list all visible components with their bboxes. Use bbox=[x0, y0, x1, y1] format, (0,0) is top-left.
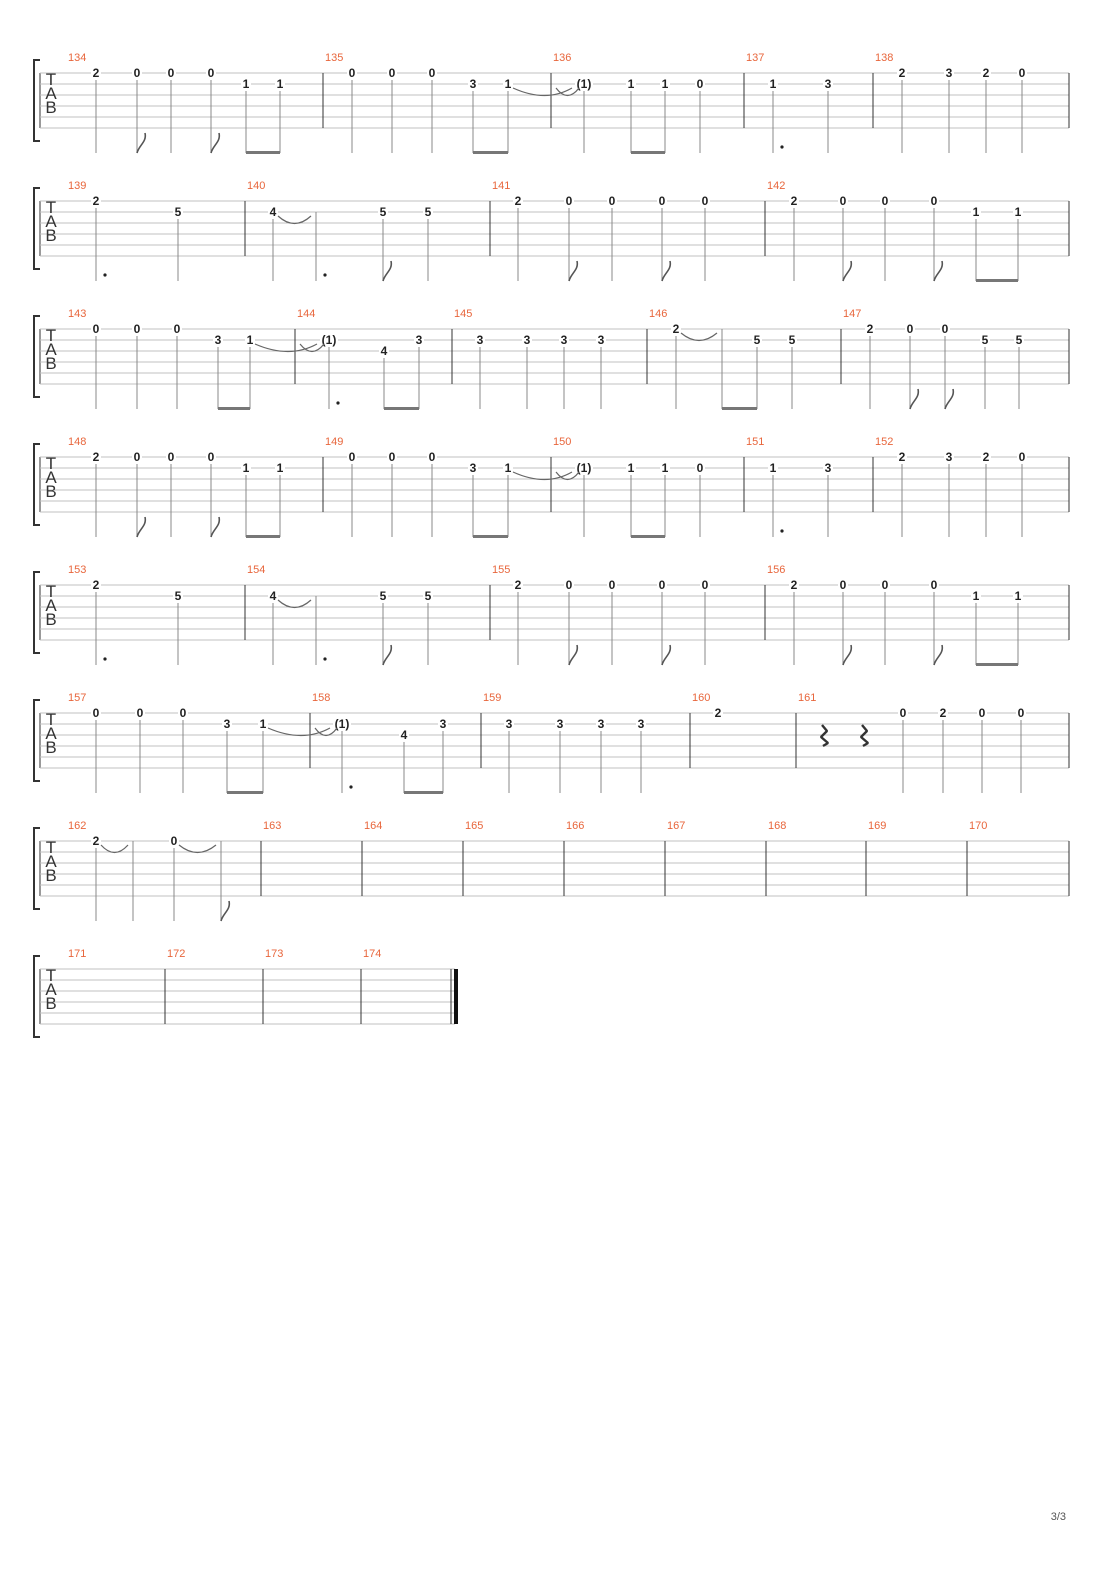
fret-number: 0 bbox=[906, 322, 914, 336]
tie-arc bbox=[278, 216, 311, 224]
tab-clef-letter: B bbox=[45, 738, 57, 757]
fret-number: 0 bbox=[978, 706, 986, 720]
system-bracket bbox=[34, 60, 40, 141]
fret-number: 5 bbox=[174, 589, 182, 603]
measure-number: 139 bbox=[68, 180, 87, 192]
fret-number: (1) bbox=[576, 77, 592, 91]
fret-number: 0 bbox=[1018, 66, 1026, 80]
fret-number: 5 bbox=[379, 589, 387, 603]
fret-number: 1 bbox=[627, 77, 635, 91]
eighth-beam bbox=[384, 407, 419, 410]
fret-number: 4 bbox=[269, 589, 277, 603]
tab-clef-letter: T bbox=[45, 838, 57, 857]
eighth-flag bbox=[569, 645, 577, 665]
fret-number: 1 bbox=[769, 77, 777, 91]
eighth-flag bbox=[221, 901, 229, 921]
system-bracket bbox=[34, 572, 40, 653]
fret-number: 1 bbox=[504, 461, 512, 475]
fret-number: 1 bbox=[242, 77, 250, 91]
fret-number: 2 bbox=[790, 578, 798, 592]
measure-number: 158 bbox=[312, 692, 331, 704]
fret-number: 3 bbox=[597, 333, 605, 347]
measure-number: 154 bbox=[247, 564, 266, 576]
fret-number: (1) bbox=[321, 333, 337, 347]
eighth-flag bbox=[843, 261, 851, 281]
fret-number: 2 bbox=[939, 706, 947, 720]
measure-number: 156 bbox=[767, 564, 786, 576]
fret-number: 3 bbox=[476, 333, 484, 347]
fret-number: 3 bbox=[469, 461, 477, 475]
tab-clef-letter: A bbox=[45, 468, 57, 487]
tab-clef-letter: A bbox=[45, 852, 57, 871]
fret-number: 0 bbox=[881, 578, 889, 592]
measure-number: 164 bbox=[364, 820, 383, 832]
tab-clef-letter: B bbox=[45, 226, 57, 245]
tab-clef-letter: A bbox=[45, 596, 57, 615]
fret-number: 0 bbox=[701, 194, 709, 208]
tab-clef-letter: A bbox=[45, 724, 57, 743]
fret-number: 0 bbox=[899, 706, 907, 720]
fret-number: 0 bbox=[658, 194, 666, 208]
eighth-beam bbox=[473, 535, 508, 538]
fret-number: 5 bbox=[424, 589, 432, 603]
tab-clef-letter: B bbox=[45, 98, 57, 117]
fret-number: 5 bbox=[788, 333, 796, 347]
final-bar-thick bbox=[454, 969, 458, 1024]
measure-number: 173 bbox=[265, 948, 284, 960]
tab-clef-letter: T bbox=[45, 582, 57, 601]
tab-clef-letter: B bbox=[45, 994, 57, 1013]
eighth-flag bbox=[137, 133, 145, 153]
system-bracket bbox=[34, 188, 40, 269]
fret-number: 0 bbox=[133, 66, 141, 80]
tie-arc bbox=[681, 333, 717, 341]
fret-number: 3 bbox=[824, 77, 832, 91]
eighth-flag bbox=[383, 645, 391, 665]
fret-number: 0 bbox=[133, 450, 141, 464]
fret-number: 1 bbox=[972, 589, 980, 603]
fret-number: 2 bbox=[898, 66, 906, 80]
tab-clef-letter: A bbox=[45, 212, 57, 231]
fret-number: 5 bbox=[174, 205, 182, 219]
fret-number: 3 bbox=[637, 717, 645, 731]
eighth-flag bbox=[383, 261, 391, 281]
fret-number: 1 bbox=[769, 461, 777, 475]
eighth-beam bbox=[246, 535, 280, 538]
fret-number: 2 bbox=[898, 450, 906, 464]
fret-number: 2 bbox=[514, 194, 522, 208]
system-bracket bbox=[34, 316, 40, 397]
fret-number: 0 bbox=[839, 578, 847, 592]
fret-number: 1 bbox=[1014, 205, 1022, 219]
fret-number: 1 bbox=[242, 461, 250, 475]
rhythm-dot bbox=[349, 785, 352, 788]
fret-number: 0 bbox=[348, 66, 356, 80]
tab-clef-letter: A bbox=[45, 340, 57, 359]
measure-number: 142 bbox=[767, 180, 786, 192]
eighth-beam bbox=[722, 407, 757, 410]
fret-number: 2 bbox=[790, 194, 798, 208]
measure-number: 137 bbox=[746, 52, 765, 64]
fret-number: 0 bbox=[388, 66, 396, 80]
fret-number: 3 bbox=[214, 333, 222, 347]
fret-number: 0 bbox=[696, 461, 704, 475]
measure-number: 169 bbox=[868, 820, 887, 832]
rhythm-dot bbox=[323, 273, 326, 276]
measure-number: 150 bbox=[553, 436, 572, 448]
page-number: 3/3 bbox=[1050, 1511, 1066, 1523]
fret-number: 2 bbox=[92, 194, 100, 208]
tab-clef-letter: B bbox=[45, 866, 57, 885]
fret-number: 5 bbox=[379, 205, 387, 219]
measure-number: 168 bbox=[768, 820, 787, 832]
fret-number: 3 bbox=[223, 717, 231, 731]
fret-number: 0 bbox=[167, 450, 175, 464]
measure-number: 163 bbox=[263, 820, 282, 832]
eighth-flag bbox=[843, 645, 851, 665]
measure-number: 155 bbox=[492, 564, 511, 576]
eighth-beam bbox=[404, 791, 443, 794]
measure-number: 143 bbox=[68, 308, 87, 320]
tab-clef-letter: A bbox=[45, 980, 57, 999]
fret-number: 1 bbox=[972, 205, 980, 219]
fret-number: 1 bbox=[661, 461, 669, 475]
measure-number: 134 bbox=[68, 52, 87, 64]
fret-number: 0 bbox=[388, 450, 396, 464]
fret-number: 0 bbox=[348, 450, 356, 464]
tie-arc bbox=[101, 845, 128, 853]
fret-number: 0 bbox=[696, 77, 704, 91]
rhythm-dot bbox=[780, 145, 783, 148]
measure-number: 135 bbox=[325, 52, 344, 64]
tab-clef-letter: B bbox=[45, 610, 57, 629]
fret-number: 3 bbox=[415, 333, 423, 347]
system-bracket bbox=[34, 956, 40, 1037]
fret-number: 0 bbox=[608, 578, 616, 592]
tab-clef-letter: T bbox=[45, 326, 57, 345]
measure-number: 165 bbox=[465, 820, 484, 832]
eighth-beam bbox=[976, 279, 1018, 282]
fret-number: 1 bbox=[627, 461, 635, 475]
fret-number: 0 bbox=[92, 322, 100, 336]
tab-clef-letter: B bbox=[45, 354, 57, 373]
measure-number: 146 bbox=[649, 308, 668, 320]
fret-number: 4 bbox=[400, 728, 408, 742]
fret-number: (1) bbox=[334, 717, 350, 731]
measure-number: 151 bbox=[746, 436, 765, 448]
eighth-flag bbox=[934, 261, 942, 281]
tab-clef-letter: B bbox=[45, 482, 57, 501]
fret-number: 2 bbox=[92, 66, 100, 80]
fret-number: 0 bbox=[167, 66, 175, 80]
measure-number: 166 bbox=[566, 820, 585, 832]
measure-number: 152 bbox=[875, 436, 894, 448]
eighth-flag bbox=[211, 133, 219, 153]
measure-number: 157 bbox=[68, 692, 87, 704]
fret-number: 0 bbox=[565, 578, 573, 592]
fret-number: 0 bbox=[428, 66, 436, 80]
eighth-beam bbox=[218, 407, 250, 410]
rhythm-dot bbox=[103, 657, 106, 660]
eighth-beam bbox=[246, 151, 280, 154]
fret-number: 0 bbox=[565, 194, 573, 208]
fret-number: 0 bbox=[701, 578, 709, 592]
fret-number: 5 bbox=[1015, 333, 1023, 347]
fret-number: 2 bbox=[92, 578, 100, 592]
fret-number: 2 bbox=[92, 450, 100, 464]
measure-number: 161 bbox=[798, 692, 817, 704]
eighth-flag bbox=[934, 645, 942, 665]
fret-number: 2 bbox=[92, 834, 100, 848]
fret-number: 2 bbox=[672, 322, 680, 336]
measure-number: 174 bbox=[363, 948, 382, 960]
measure-number: 167 bbox=[667, 820, 686, 832]
fret-number: 1 bbox=[246, 333, 254, 347]
fret-number: 0 bbox=[658, 578, 666, 592]
eighth-flag bbox=[945, 389, 953, 409]
measure-number: 160 bbox=[692, 692, 711, 704]
fret-number: 3 bbox=[945, 66, 953, 80]
measure-number: 162 bbox=[68, 820, 87, 832]
tie-arc bbox=[179, 845, 216, 853]
fret-number: 1 bbox=[259, 717, 267, 731]
measure-number: 149 bbox=[325, 436, 344, 448]
fret-number: 3 bbox=[439, 717, 447, 731]
measure-number: 136 bbox=[553, 52, 572, 64]
fret-number: 0 bbox=[136, 706, 144, 720]
measure-number: 170 bbox=[969, 820, 988, 832]
measure-number: 144 bbox=[297, 308, 316, 320]
measure-number: 153 bbox=[68, 564, 87, 576]
system-bracket bbox=[34, 700, 40, 781]
eighth-beam bbox=[631, 151, 665, 154]
fret-number: 3 bbox=[560, 333, 568, 347]
system-bracket bbox=[34, 444, 40, 525]
eighth-flag bbox=[910, 389, 918, 409]
fret-number: 0 bbox=[881, 194, 889, 208]
eighth-beam bbox=[976, 663, 1018, 666]
fret-number: 1 bbox=[276, 77, 284, 91]
eighth-flag bbox=[137, 517, 145, 537]
measure-number: 138 bbox=[875, 52, 894, 64]
fret-number: 0 bbox=[92, 706, 100, 720]
fret-number: 2 bbox=[982, 66, 990, 80]
fret-number: 2 bbox=[714, 706, 722, 720]
fret-number: 3 bbox=[505, 717, 513, 731]
fret-number: 3 bbox=[945, 450, 953, 464]
measure-number: 140 bbox=[247, 180, 266, 192]
fret-number: 4 bbox=[269, 205, 277, 219]
fret-number: 0 bbox=[133, 322, 141, 336]
fret-number: 0 bbox=[1017, 706, 1025, 720]
measure-number: 172 bbox=[167, 948, 186, 960]
fret-number: 0 bbox=[170, 834, 178, 848]
eighth-flag bbox=[569, 261, 577, 281]
fret-number: 0 bbox=[941, 322, 949, 336]
rhythm-dot bbox=[323, 657, 326, 660]
fret-number: 1 bbox=[661, 77, 669, 91]
measure-number: 145 bbox=[454, 308, 473, 320]
tab-clef-letter: A bbox=[45, 84, 57, 103]
measure-number: 171 bbox=[68, 948, 87, 960]
fret-number: 3 bbox=[597, 717, 605, 731]
fret-number: 2 bbox=[982, 450, 990, 464]
eighth-flag bbox=[662, 261, 670, 281]
fret-number: 0 bbox=[207, 450, 215, 464]
rhythm-dot bbox=[103, 273, 106, 276]
fret-number: 0 bbox=[608, 194, 616, 208]
fret-number: 3 bbox=[556, 717, 564, 731]
measure-number: 159 bbox=[483, 692, 502, 704]
tab-clef-letter: T bbox=[45, 710, 57, 729]
fret-number: 0 bbox=[207, 66, 215, 80]
eighth-beam bbox=[473, 151, 508, 154]
fret-number: 0 bbox=[930, 578, 938, 592]
fret-number: 5 bbox=[981, 333, 989, 347]
tab-clef-letter: T bbox=[45, 454, 57, 473]
fret-number: 5 bbox=[753, 333, 761, 347]
fret-number: 0 bbox=[839, 194, 847, 208]
eighth-flag bbox=[211, 517, 219, 537]
fret-number: 1 bbox=[1014, 589, 1022, 603]
fret-number: 1 bbox=[276, 461, 284, 475]
fret-number: 1 bbox=[504, 77, 512, 91]
fret-number: 3 bbox=[824, 461, 832, 475]
rhythm-dot bbox=[780, 529, 783, 532]
fret-number: 0 bbox=[179, 706, 187, 720]
measure-number: 141 bbox=[492, 180, 511, 192]
fret-number: 4 bbox=[380, 344, 388, 358]
fret-number: 0 bbox=[428, 450, 436, 464]
fret-number: 2 bbox=[866, 322, 874, 336]
eighth-beam bbox=[631, 535, 665, 538]
eighth-beam bbox=[227, 791, 263, 794]
fret-number: (1) bbox=[576, 461, 592, 475]
fret-number: 3 bbox=[469, 77, 477, 91]
measure-number: 148 bbox=[68, 436, 87, 448]
tab-clef-letter: T bbox=[45, 198, 57, 217]
fret-number: 0 bbox=[1018, 450, 1026, 464]
fret-number: 0 bbox=[930, 194, 938, 208]
measure-number: 147 bbox=[843, 308, 862, 320]
rhythm-dot bbox=[336, 401, 339, 404]
tab-clef-letter: T bbox=[45, 70, 57, 89]
tab-clef-letter: T bbox=[45, 966, 57, 985]
system-bracket bbox=[34, 828, 40, 909]
fret-number: 3 bbox=[523, 333, 531, 347]
fret-number: 5 bbox=[424, 205, 432, 219]
fret-number: 0 bbox=[173, 322, 181, 336]
tie-arc bbox=[278, 600, 311, 608]
fret-number: 2 bbox=[514, 578, 522, 592]
eighth-flag bbox=[662, 645, 670, 665]
